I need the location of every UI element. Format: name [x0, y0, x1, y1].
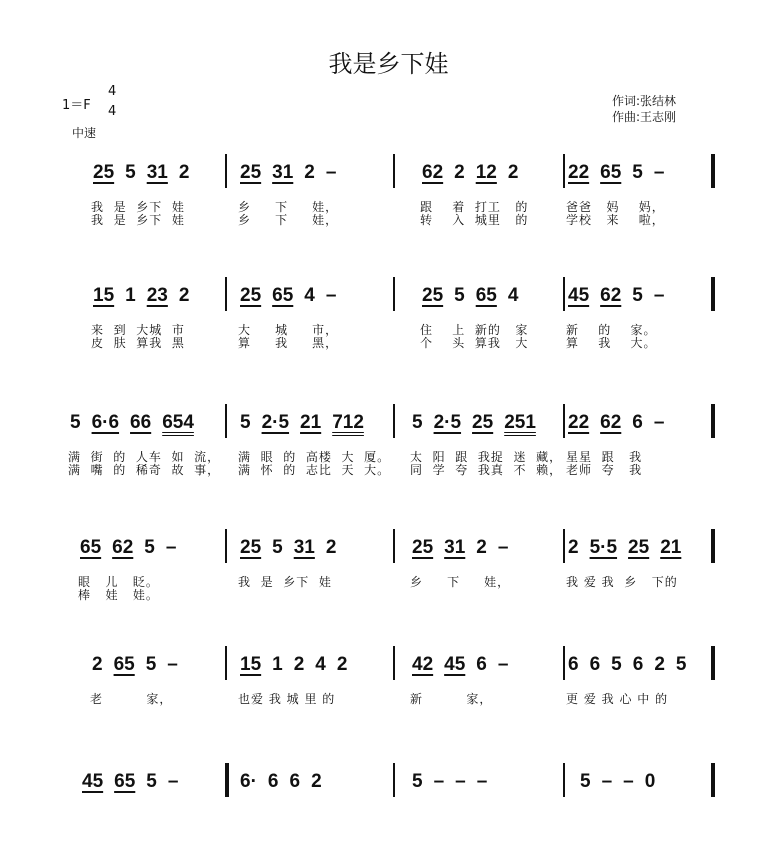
note: 5	[146, 771, 157, 792]
composer: 作曲:王志刚	[612, 110, 677, 124]
note: –	[455, 771, 466, 792]
measure	[568, 537, 681, 559]
measure	[568, 654, 686, 676]
note: 6	[267, 771, 279, 792]
lyric-segment: 老 家，	[90, 692, 173, 706]
lyric-segment: 我 是 乡下 娃	[91, 213, 185, 227]
barline	[563, 404, 565, 438]
measure	[422, 162, 518, 184]
note: 25	[472, 412, 494, 433]
barline	[393, 646, 395, 680]
tempo-marking: 中速	[72, 126, 97, 140]
lyric-segment: 乡 下 娃，	[410, 575, 511, 589]
note: 5	[412, 771, 423, 792]
measure	[422, 285, 518, 307]
note: 2	[311, 771, 322, 792]
note: 65	[272, 285, 294, 306]
note: 25	[628, 537, 650, 558]
measure	[92, 654, 178, 676]
note: 65	[113, 654, 135, 675]
measure	[412, 771, 487, 793]
note: 6	[568, 654, 579, 675]
note: 2	[336, 654, 348, 675]
measure	[240, 285, 336, 307]
measure	[93, 162, 189, 184]
barline	[393, 277, 395, 311]
note: –	[165, 537, 177, 558]
note: 5	[580, 771, 591, 792]
note: 6	[632, 412, 643, 433]
lyric-segment: 满 眼 的 高楼 大 厦。	[238, 450, 391, 464]
measure	[568, 285, 664, 307]
note: 5	[240, 412, 251, 433]
note: 22	[568, 412, 590, 433]
note: 5	[145, 654, 157, 675]
time-signature-top: 4	[108, 84, 117, 99]
note: 6	[589, 654, 601, 675]
barline	[393, 404, 395, 438]
note: 2·5	[261, 412, 290, 433]
note: 31	[146, 162, 168, 183]
note: 5·5	[589, 537, 618, 558]
lyric-segment: 棒 娃 娃。	[78, 588, 159, 602]
lyric-segment: 新 家，	[410, 692, 493, 706]
note: 25	[240, 537, 262, 558]
note: 2	[92, 654, 103, 675]
barline	[711, 646, 715, 680]
lyric-segment: 住 上 新的 家	[420, 323, 529, 337]
note: 2	[304, 162, 315, 183]
note: 5	[125, 162, 136, 183]
measure	[580, 771, 655, 793]
measure	[412, 537, 508, 559]
note: 45	[444, 654, 466, 675]
note: 25	[422, 285, 444, 306]
note: –	[325, 162, 337, 183]
note: 66	[130, 412, 152, 433]
note: 15	[240, 654, 262, 675]
note: –	[653, 412, 665, 433]
note: 5	[454, 285, 465, 306]
note: 6	[289, 771, 301, 792]
barline	[711, 529, 715, 563]
note: 15	[93, 285, 115, 306]
measure	[240, 654, 347, 676]
note: –	[167, 771, 179, 792]
measure	[240, 162, 336, 184]
note: 22	[568, 162, 590, 183]
note: –	[601, 771, 613, 792]
note: 2	[568, 537, 579, 558]
lyric-segment: 我 是 乡下 娃	[91, 200, 185, 214]
barline	[225, 646, 227, 680]
lyric-segment: 乡 下 娃，	[238, 213, 339, 227]
lyric-segment: 皮 肤 算我 黑	[91, 336, 185, 350]
lyric-segment: 爸爸 妈 妈，	[566, 200, 665, 214]
note: 62	[600, 412, 622, 433]
note: 654	[162, 412, 194, 433]
note: 25	[240, 285, 262, 306]
note: 2	[454, 162, 465, 183]
barline	[225, 404, 227, 438]
note: 5	[632, 162, 643, 183]
lyric-segment: 个 头 算我 大	[420, 336, 529, 350]
note: 2·5	[433, 412, 462, 433]
lyric-segment: 大 城 市，	[238, 323, 339, 337]
measure	[93, 285, 189, 307]
note: –	[623, 771, 634, 792]
note: 5	[412, 412, 423, 433]
measure	[412, 654, 508, 676]
lyricist: 作词:张结林	[612, 94, 677, 108]
note: 31	[272, 162, 294, 183]
barline	[563, 154, 565, 188]
note: 2	[178, 285, 190, 306]
note: –	[497, 537, 509, 558]
measure	[568, 162, 664, 184]
note: 45	[82, 771, 104, 792]
key-signature: 1＝F	[62, 98, 91, 113]
song-title: 我是乡下娃	[328, 50, 449, 78]
note: 45	[568, 285, 590, 306]
note: 2	[293, 654, 305, 675]
note: 5	[611, 654, 622, 675]
lyric-segment: 新 的 家。	[566, 323, 657, 337]
barline	[711, 154, 715, 188]
lyric-segment: 跟 着 打工 的	[420, 200, 529, 214]
note: 62	[600, 285, 622, 306]
note: –	[167, 654, 178, 675]
note: 65	[475, 285, 497, 306]
note: 6	[632, 654, 644, 675]
measure	[568, 412, 664, 434]
note: –	[497, 654, 509, 675]
note: 5	[632, 285, 643, 306]
barline	[225, 277, 227, 311]
note: 2	[654, 654, 665, 675]
measure	[82, 771, 178, 793]
note: 6	[476, 654, 487, 675]
barline	[563, 763, 565, 797]
lyric-segment: 算 我 大。	[566, 336, 657, 350]
note: 5	[675, 654, 687, 675]
lyric-segment: 我 是 乡下 娃	[238, 575, 332, 589]
barline	[711, 763, 715, 797]
barline	[393, 763, 395, 797]
note: 4	[315, 654, 326, 675]
time-signature-bottom: 4	[108, 104, 117, 119]
note: 2	[476, 537, 487, 558]
note: –	[433, 771, 445, 792]
barline	[393, 529, 395, 563]
barline	[225, 763, 229, 797]
note: 65	[80, 537, 102, 558]
note: 6·6	[91, 412, 120, 433]
measure	[80, 537, 176, 559]
note: 23	[146, 285, 168, 306]
note: 5	[70, 412, 81, 433]
barline	[563, 646, 565, 680]
barline	[393, 154, 395, 188]
lyric-segment: 更 爱 我 心 中 的	[566, 692, 669, 706]
barline	[711, 277, 715, 311]
note: 6·	[240, 771, 257, 792]
note: 12	[475, 162, 497, 183]
lyric-segment: 满 怀 的 志比 天 大。	[238, 463, 391, 477]
lyric-segment: 太 阳 跟 我捉 迷 藏，	[410, 450, 563, 464]
note: 62	[422, 162, 444, 183]
lyric-segment: 我 爱 我 乡 下的	[566, 575, 678, 589]
lyric-segment: 满 嘴 的 稀奇 故 事，	[68, 463, 221, 477]
measure	[240, 412, 364, 434]
note: 2	[507, 162, 519, 183]
note: 25	[412, 537, 434, 558]
note: 5	[144, 537, 155, 558]
barline	[225, 154, 227, 188]
barline	[711, 404, 715, 438]
note: –	[653, 162, 665, 183]
note: 21	[300, 412, 322, 433]
barline	[563, 277, 565, 311]
note: 25	[240, 162, 262, 183]
note: 2	[325, 537, 337, 558]
lyric-segment: 同 学 夸 我真 不 赖，	[410, 463, 563, 477]
note: 31	[444, 537, 466, 558]
lyric-segment: 乡 下 娃，	[238, 200, 339, 214]
lyric-segment: 来 到 大城 市	[91, 323, 185, 337]
note: 25	[93, 162, 115, 183]
barline	[563, 529, 565, 563]
note: 4	[507, 285, 519, 306]
note: 42	[412, 654, 434, 675]
lyric-segment: 老师 夸 我	[566, 463, 643, 477]
lyric-segment: 转 入 城里 的	[420, 213, 529, 227]
note: –	[653, 285, 665, 306]
note: 0	[644, 771, 656, 792]
note: –	[476, 771, 488, 792]
lyric-segment: 满 街 的 人车 如 流，	[68, 450, 221, 464]
note: 2	[178, 162, 190, 183]
note: 1	[272, 654, 283, 675]
note: 251	[504, 412, 536, 433]
note: –	[325, 285, 337, 306]
lyric-segment: 也爱 我 城 里 的	[238, 692, 336, 706]
note: 65	[600, 162, 622, 183]
lyric-segment: 学校 来 啦，	[566, 213, 665, 227]
lyric-segment: 星星 跟 我	[566, 450, 643, 464]
note: 1	[125, 285, 136, 306]
note: 31	[293, 537, 315, 558]
measure	[70, 412, 194, 434]
note: 712	[332, 412, 364, 433]
barline	[225, 529, 227, 563]
measure	[412, 412, 536, 434]
note: 62	[112, 537, 134, 558]
note: 4	[304, 285, 315, 306]
measure	[240, 771, 322, 793]
note: 21	[660, 537, 682, 558]
note: 65	[114, 771, 136, 792]
note: 5	[272, 537, 283, 558]
lyric-segment: 眼 儿 眨。	[78, 575, 159, 589]
measure	[240, 537, 336, 559]
lyric-segment: 算 我 黑，	[238, 336, 339, 350]
